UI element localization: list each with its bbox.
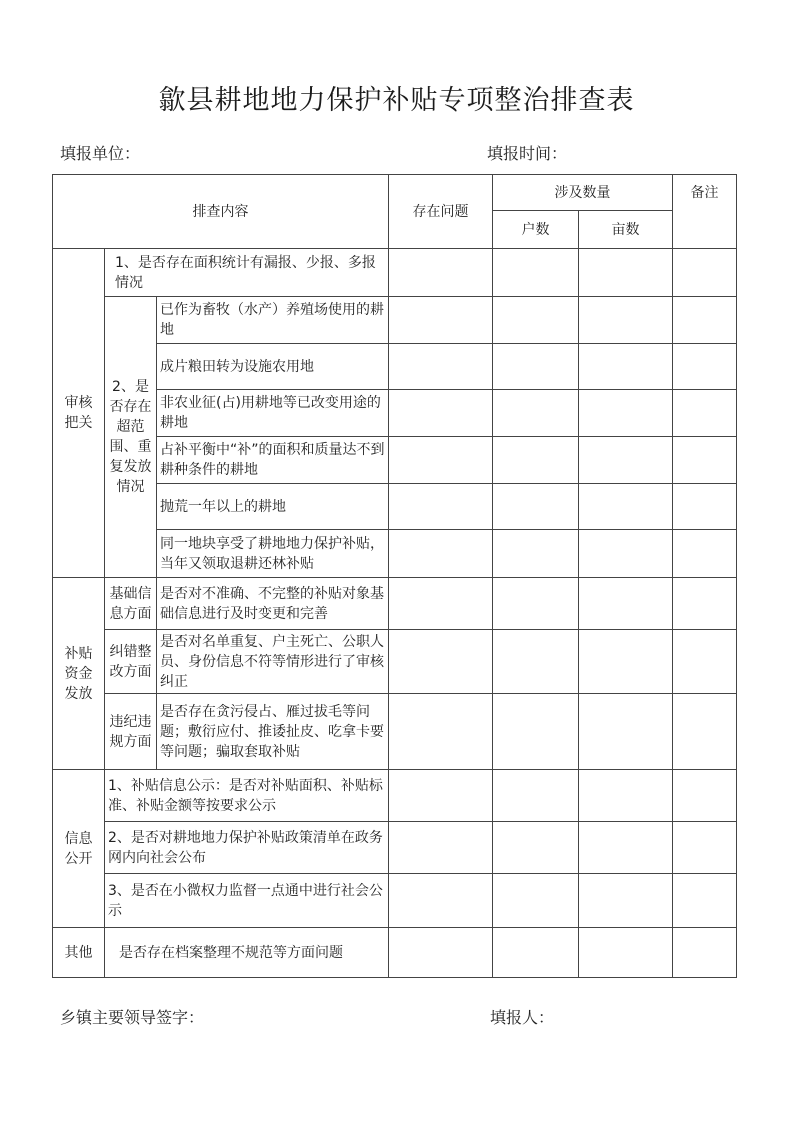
issue-cell[interactable] — [389, 822, 493, 874]
mu-cell[interactable] — [579, 297, 673, 344]
remark-cell[interactable] — [673, 249, 737, 297]
section-payment-label: 补贴 资金 发放 — [53, 578, 105, 770]
disclosure-item: 2、是否对耕地地力保护补贴政策清单在政务网内向社会公布 — [108, 829, 383, 866]
remark-cell[interactable] — [673, 578, 737, 630]
households-cell[interactable] — [493, 578, 579, 630]
inspection-table — [52, 174, 737, 978]
header-mu: 亩数 — [579, 211, 673, 249]
remark-cell[interactable] — [673, 344, 737, 390]
households-cell[interactable] — [493, 344, 579, 390]
leader-signature-label: 乡镇主要领导签字： — [60, 1008, 205, 1027]
mu-cell[interactable] — [579, 770, 673, 822]
mu-cell[interactable] — [579, 822, 673, 874]
households-cell[interactable] — [493, 390, 579, 437]
other-item: 是否存在档案整理不规范等方面问题 — [105, 928, 389, 978]
remark-cell[interactable] — [673, 694, 737, 770]
audit-subitem: 非农业征(占)用耕地等已改变用途的耕地 — [160, 395, 381, 431]
disclosure-item: 3、是否在小微权力监督一点通中进行社会公示 — [108, 882, 383, 919]
payment-subcategory: 违纪违规方面 — [105, 694, 157, 770]
households-cell[interactable] — [493, 630, 579, 694]
audit-subitem: 抛荒一年以上的耕地 — [160, 498, 286, 515]
issue-cell[interactable] — [389, 297, 493, 344]
issue-cell[interactable] — [389, 578, 493, 630]
payment-subcategory: 基础信息方面 — [105, 578, 157, 630]
mu-cell[interactable] — [579, 874, 673, 928]
mu-cell[interactable] — [579, 630, 673, 694]
issue-cell[interactable] — [389, 694, 493, 770]
mu-cell[interactable] — [579, 530, 673, 578]
page-title: 歙县耕地地力保护补贴专项整治排查表 — [158, 85, 635, 116]
households-cell[interactable] — [493, 694, 579, 770]
issue-cell[interactable] — [389, 770, 493, 822]
remark-cell[interactable] — [673, 390, 737, 437]
fill-unit-label: 填报单位： — [60, 144, 141, 163]
mu-cell[interactable] — [579, 928, 673, 978]
fill-time-label: 填报时间： — [487, 144, 568, 163]
payment-item: 是否对名单重复、户主死亡、公职人员、身份信息不符等情形进行了审核纠正 — [160, 633, 384, 690]
section-audit-label: 审核 把关 — [53, 249, 105, 578]
mu-cell[interactable] — [579, 437, 673, 484]
remark-cell[interactable] — [673, 770, 737, 822]
households-cell[interactable] — [493, 928, 579, 978]
disclosure-item: 1、补贴信息公示：是否对补贴面积、补贴标准、补贴金额等按要求公示 — [108, 777, 383, 814]
audit-subitem: 占补平衡中“补”的面积和质量达不到耕种条件的耕地 — [160, 442, 385, 478]
households-cell[interactable] — [493, 249, 579, 297]
households-cell[interactable] — [493, 530, 579, 578]
remark-cell[interactable] — [673, 874, 737, 928]
remark-cell[interactable] — [673, 630, 737, 694]
audit-item-1: 1、是否存在面积统计有漏报、少报、多报情况 — [105, 249, 389, 297]
issue-cell[interactable] — [389, 249, 493, 297]
section-other-label: 其他 — [53, 928, 105, 978]
households-cell[interactable] — [493, 484, 579, 530]
mu-cell[interactable] — [579, 484, 673, 530]
households-cell[interactable] — [493, 822, 579, 874]
remark-cell[interactable] — [673, 530, 737, 578]
audit-subitem: 同一地块享受了耕地地力保护补贴，当年又领取退耕还林补贴 — [160, 535, 384, 572]
issue-cell[interactable] — [389, 390, 493, 437]
audit-subitem: 成片粮田转为设施农用地 — [160, 358, 314, 375]
payment-item: 是否对不准确、不完整的补贴对象基础信息进行及时变更和完善 — [160, 585, 384, 622]
payment-item: 是否存在贪污侵占、雁过拔毛等问题；敷衍应付、推诿扯皮、吃拿卡要等问题；骗取套取补贴 — [160, 703, 384, 760]
remark-cell[interactable] — [673, 437, 737, 484]
issue-cell[interactable] — [389, 630, 493, 694]
issue-cell[interactable] — [389, 484, 493, 530]
mu-cell[interactable] — [579, 249, 673, 297]
remark-cell[interactable] — [673, 822, 737, 874]
remark-cell[interactable] — [673, 928, 737, 978]
remark-cell[interactable] — [673, 484, 737, 530]
remark-cell[interactable] — [673, 297, 737, 344]
households-cell[interactable] — [493, 297, 579, 344]
issue-cell[interactable] — [389, 530, 493, 578]
header-quantity: 涉及数量 — [493, 175, 673, 211]
section-disclosure-label: 信息 公开 — [53, 770, 105, 928]
audit-item-2-label: 2、是否存在超范围、重复发放情况 — [105, 297, 157, 578]
header-remark: 备注 — [673, 175, 737, 249]
header-content: 排查内容 — [53, 175, 389, 249]
issue-cell[interactable] — [389, 344, 493, 390]
header-issue: 存在问题 — [389, 175, 493, 249]
mu-cell[interactable] — [579, 344, 673, 390]
mu-cell[interactable] — [579, 578, 673, 630]
header-households: 户数 — [493, 211, 579, 249]
filler-label: 填报人： — [490, 1008, 555, 1027]
households-cell[interactable] — [493, 770, 579, 822]
mu-cell[interactable] — [579, 694, 673, 770]
payment-subcategory: 纠错整改方面 — [105, 630, 157, 694]
audit-subitem: 已作为畜牧（水产）养殖场使用的耕地 — [160, 302, 384, 338]
issue-cell[interactable] — [389, 437, 493, 484]
issue-cell[interactable] — [389, 928, 493, 978]
mu-cell[interactable] — [579, 390, 673, 437]
households-cell[interactable] — [493, 874, 579, 928]
households-cell[interactable] — [493, 437, 579, 484]
issue-cell[interactable] — [389, 874, 493, 928]
